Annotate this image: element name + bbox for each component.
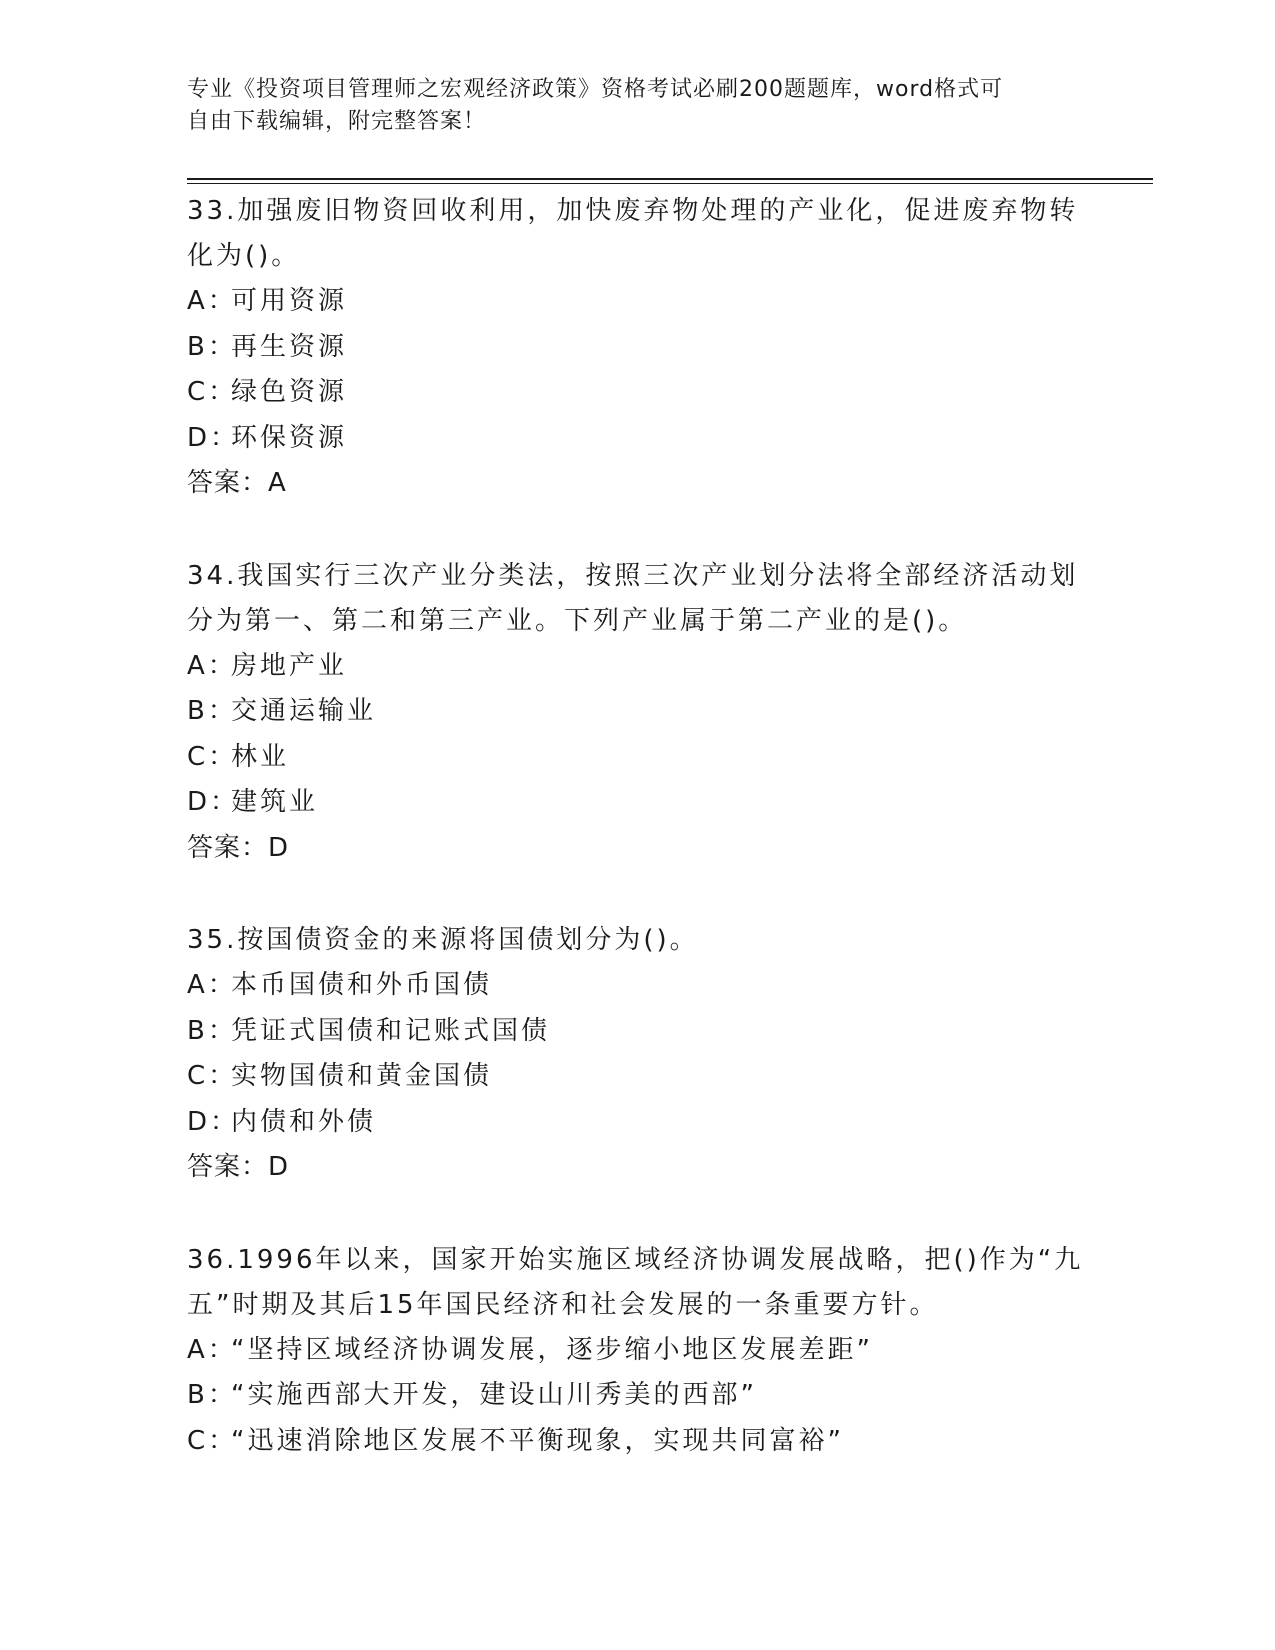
question-text bbox=[187, 554, 1087, 644]
option-key: A： bbox=[187, 286, 237, 316]
question-35 bbox=[187, 918, 1087, 1191]
option-key: A： bbox=[187, 970, 237, 1000]
option-text: 环保资源 bbox=[231, 422, 348, 453]
answer: 答案：A bbox=[187, 468, 287, 498]
option-key: D： bbox=[187, 1106, 240, 1137]
question-text-line-1: 34.我国实行三次产业分类法，按照三次产业划分法将全部经济活动划 bbox=[187, 560, 1079, 591]
question-text-line-1: 35.按国债资金的来源将国债划分为()。 bbox=[187, 925, 699, 955]
question-text bbox=[187, 189, 1087, 279]
option-b bbox=[187, 1009, 1087, 1055]
option-key: B： bbox=[187, 331, 237, 362]
option-text: 绿色资源 bbox=[231, 377, 348, 407]
question-34 bbox=[187, 554, 1087, 872]
option-a bbox=[187, 963, 1087, 1009]
option-text: 交通运输业 bbox=[231, 696, 377, 726]
option-key: A： bbox=[187, 1334, 237, 1365]
option-c bbox=[187, 1054, 1087, 1100]
option-text: 建筑业 bbox=[231, 787, 319, 817]
header-divider bbox=[187, 178, 1153, 180]
option-a bbox=[187, 644, 1087, 690]
option-text: 房地产业 bbox=[231, 650, 348, 681]
question-text-line-2: 分为第一、第二和第三产业。下列产业属于第二产业的是()。 bbox=[187, 605, 968, 636]
option-text: “实施西部大开发，建设山川秀美的西部” bbox=[231, 1380, 757, 1410]
option-d bbox=[187, 416, 1087, 462]
option-c bbox=[187, 370, 1087, 416]
option-a bbox=[187, 279, 1087, 325]
question-text-line-1: 33.加强废旧物资回收利用，加快废弃物处理的产业化，促进废弃物转 bbox=[187, 196, 1079, 226]
answer: 答案：D bbox=[187, 1152, 290, 1182]
option-text: 实物国债和黄金国债 bbox=[231, 1061, 493, 1091]
option-b bbox=[187, 1373, 1087, 1419]
option-key: C： bbox=[187, 741, 238, 772]
option-key: D： bbox=[187, 422, 240, 453]
option-key: B： bbox=[187, 696, 237, 726]
option-text: 再生资源 bbox=[231, 331, 348, 362]
question-list bbox=[187, 189, 1087, 1511]
option-text: 本币国债和外币国债 bbox=[231, 970, 493, 1000]
option-text: “迅速消除地区发展不平衡现象，实现共同富裕” bbox=[231, 1425, 844, 1456]
question-text bbox=[187, 918, 1087, 963]
option-text: 内债和外债 bbox=[231, 1106, 377, 1137]
question-33 bbox=[187, 189, 1087, 507]
question-text-line-1: 36.1996年以来，国家开始实施区域经济协调发展战略，把()作为“九 bbox=[187, 1244, 1084, 1275]
option-key: A： bbox=[187, 650, 237, 681]
option-text: “坚持区域经济协调发展，逐步缩小地区发展差距” bbox=[231, 1334, 873, 1365]
option-key: B： bbox=[187, 1015, 237, 1046]
option-key: C： bbox=[187, 377, 238, 407]
option-c bbox=[187, 1419, 1087, 1465]
question-text-line-2: 五”时期及其后15年国民经济和社会发展的一条重要方针。 bbox=[187, 1289, 939, 1320]
option-b bbox=[187, 325, 1087, 371]
question-text-line-2: 化为()。 bbox=[187, 241, 301, 271]
option-a bbox=[187, 1328, 1087, 1374]
option-b bbox=[187, 689, 1087, 735]
option-key: C： bbox=[187, 1425, 238, 1456]
option-c bbox=[187, 735, 1087, 781]
header-line-1: 专业《投资项目管理师之宏观经济政策》资格考试必刷200题题库，word格式可 bbox=[187, 77, 1004, 102]
option-d bbox=[187, 780, 1087, 826]
header-divider-thin bbox=[187, 183, 1153, 184]
question-text bbox=[187, 1238, 1087, 1328]
option-text: 凭证式国债和记账式国债 bbox=[231, 1015, 551, 1046]
option-d bbox=[187, 1100, 1087, 1146]
option-key: C： bbox=[187, 1061, 238, 1091]
option-text: 可用资源 bbox=[231, 286, 348, 316]
option-key: D： bbox=[187, 787, 240, 817]
option-text: 林业 bbox=[231, 741, 290, 772]
answer: 答案：D bbox=[187, 832, 290, 863]
header-line-2: 自由下载编辑，附完整答案！ bbox=[187, 109, 487, 134]
document-header bbox=[187, 74, 1087, 138]
option-key: B： bbox=[187, 1380, 237, 1410]
question-36 bbox=[187, 1238, 1087, 1465]
